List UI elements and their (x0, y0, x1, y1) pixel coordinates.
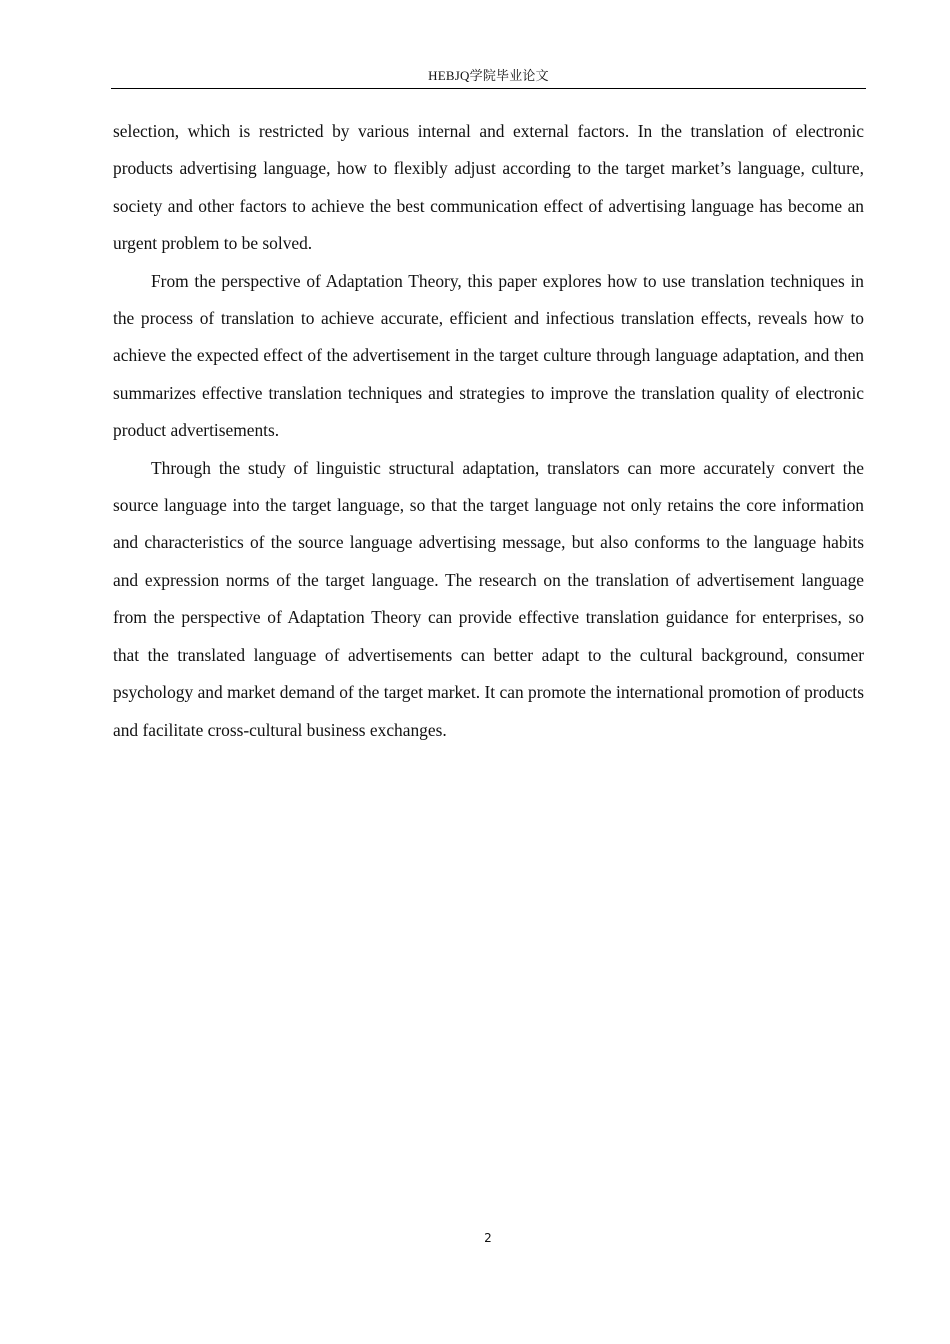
header-title: HEBJQ学院毕业论文 (428, 68, 549, 83)
page-number: 2 (484, 1231, 492, 1245)
paragraph-adaptation-perspective: From the perspective of Adaptation Theory, this paper explores how to use translation techniques in the process of translation to achieve accurate, efficient and infectious translation effects, reveals how to achieve the expected effect of the advertisement in the target culture through language adaptation, and then summarizes effective translation techniques and strategies to improve the translation quality of electronic product advertisements. (113, 270, 864, 441)
body-text (113, 113, 864, 749)
paragraph-continuation: selection, which is restricted by various internal and external factors. In the translation of electronic products advertising language, how to flexibly adjust according to the target market’s language, culture, society and other factors to achieve the best communication effect of advertising language has become an urgent problem to be solved. (113, 121, 864, 254)
paragraph-structural-adaptation: Through the study of linguistic structural adaptation, translators can more accurately convert the source language into the target language, so that the target language not only retains the core information and characteristics of the source language advertising message, but also conforms to the language habits and expression norms of the target language. The research on the translation of advertisement language from the perspective of Adaptation Theory can provide effective translation guidance for enterprises, so that the translated language of advertisements can better adapt to the cultural background, consumer psychology and market demand of the target market. It can promote the international promotion of products and facilitate cross-cultural business exchanges. (113, 457, 864, 740)
page-header (111, 66, 866, 89)
